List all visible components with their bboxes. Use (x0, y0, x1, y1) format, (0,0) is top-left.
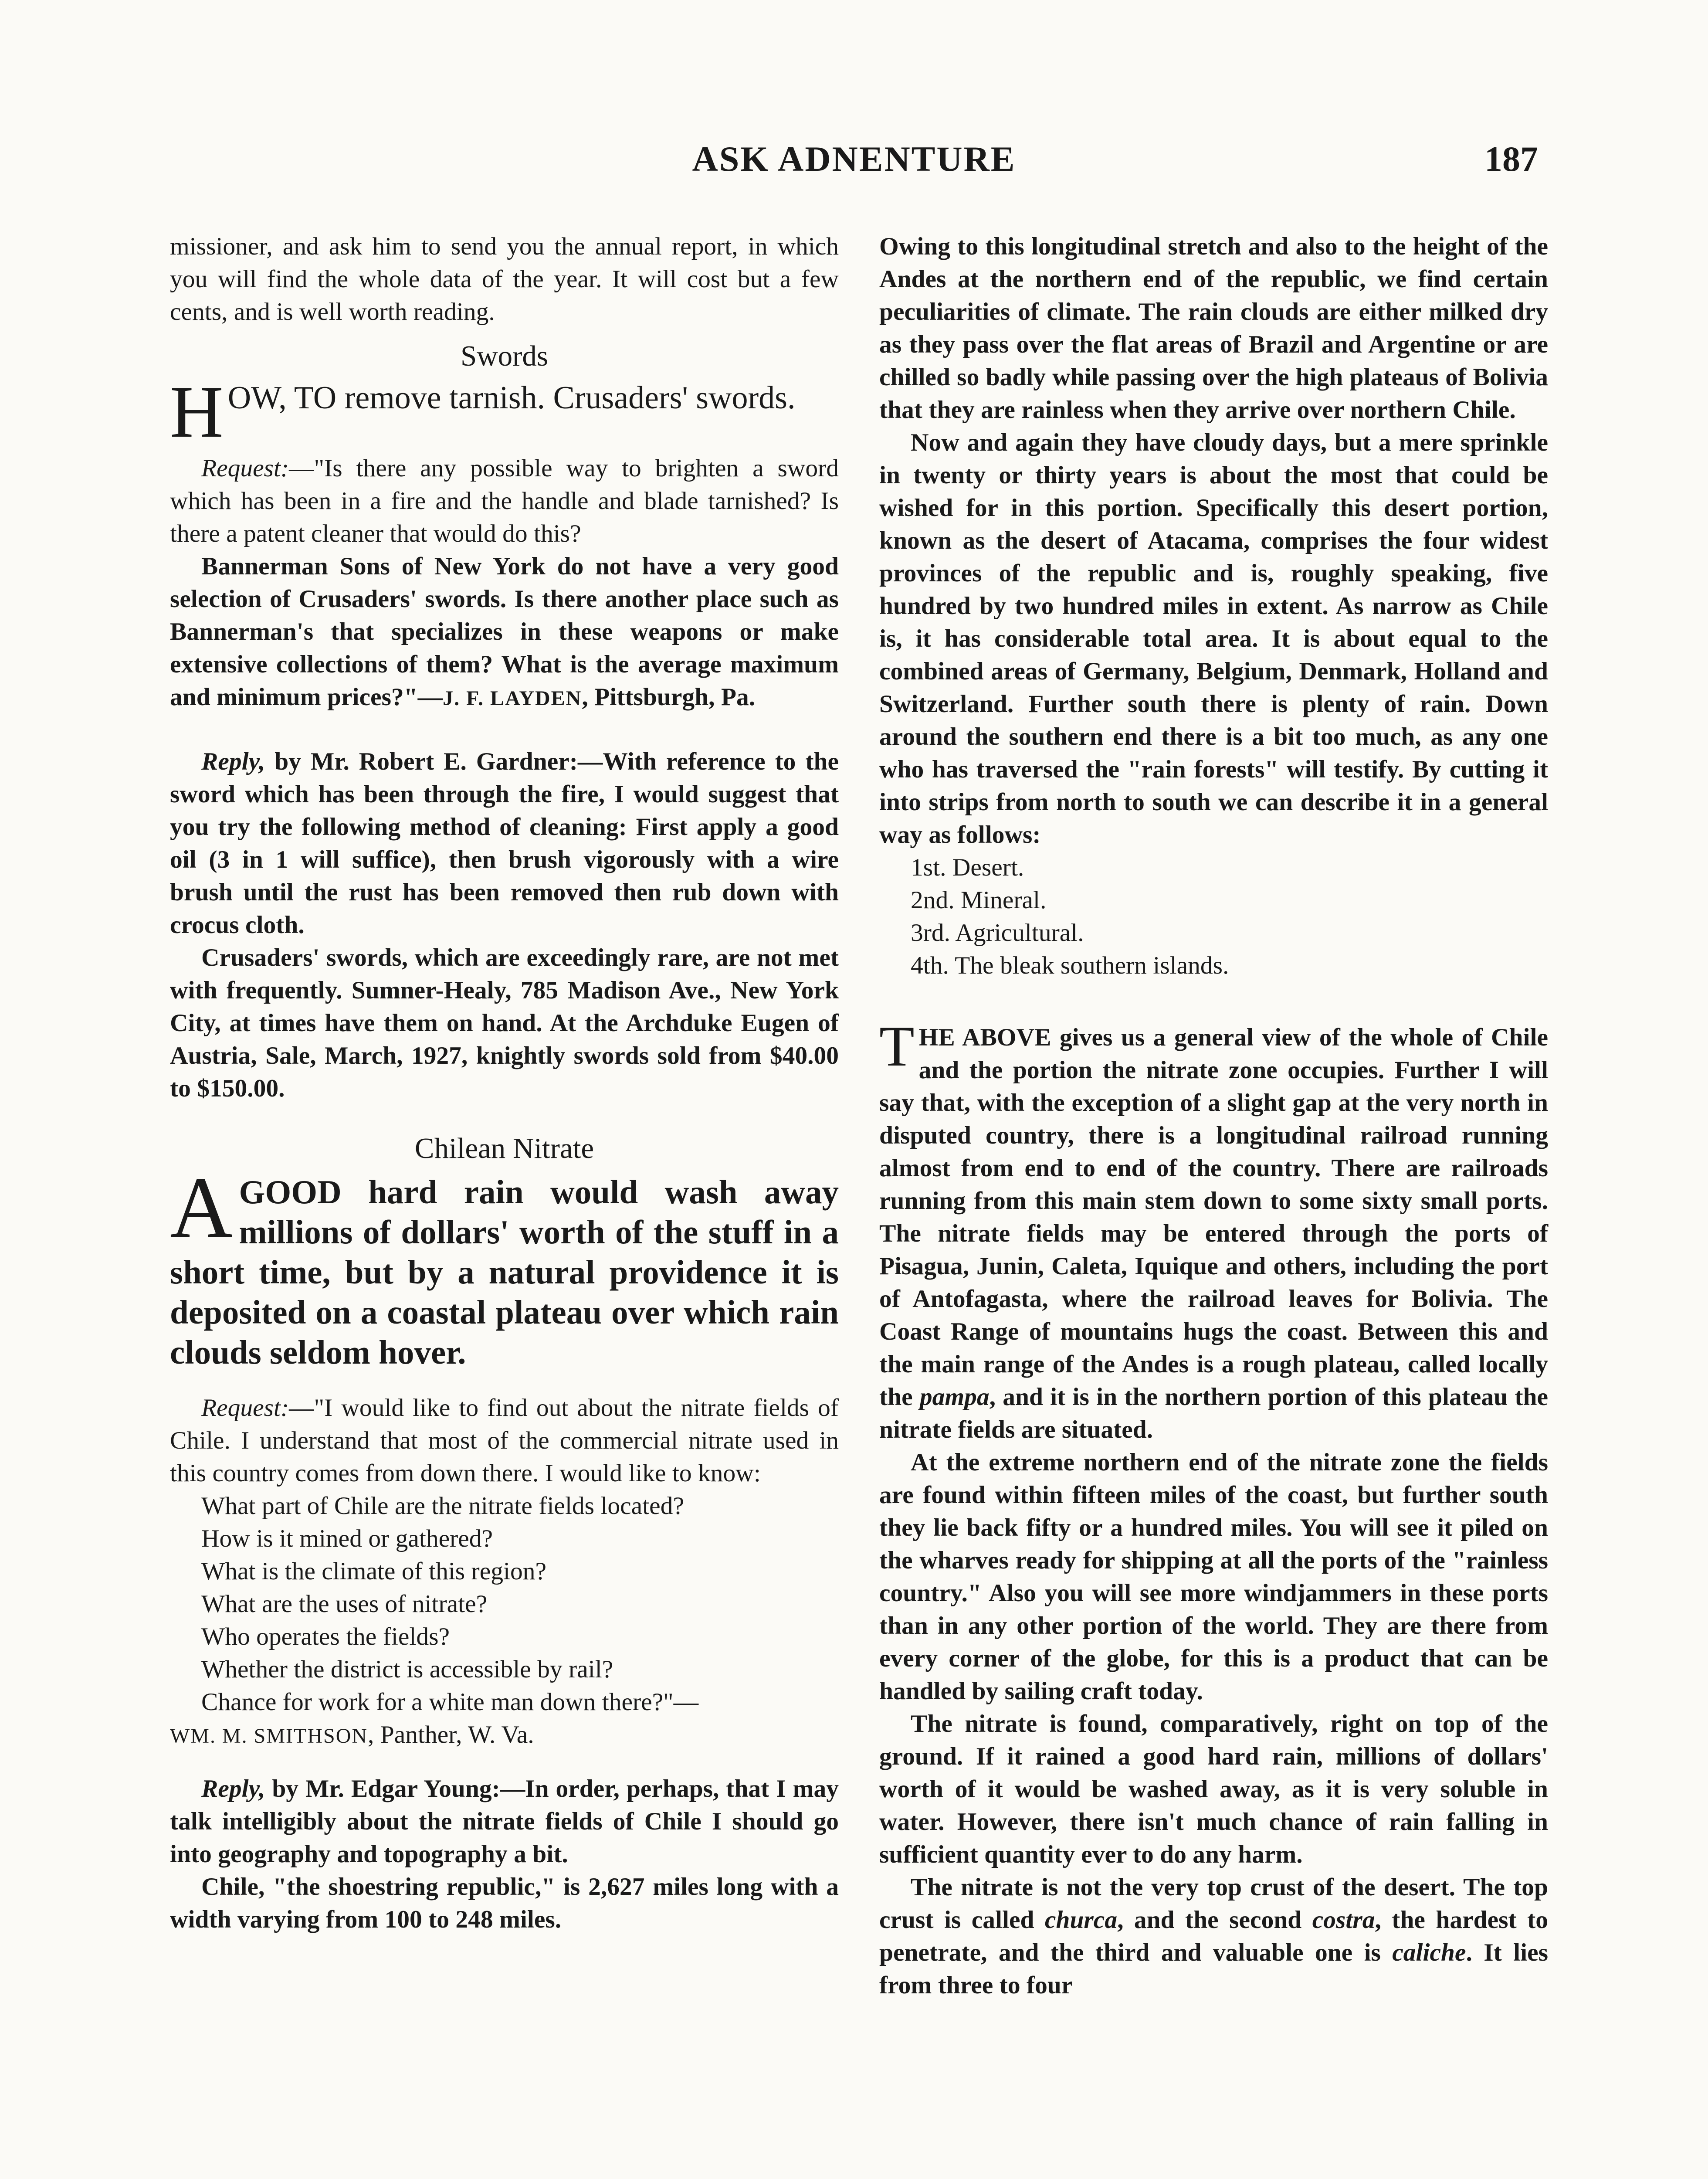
request-text: Bannerman Sons of New York do not have a very good selection of Crusaders' swords. Is there another place such as Bannerman's that specializes in these weapons or make extensive collections of them? What is the average maximum and minimum prices?"— (170, 553, 839, 711)
page-header (170, 139, 1538, 187)
request-label: Request: (201, 1394, 289, 1422)
drop-cap: A (170, 1160, 233, 1256)
question-item: Whether the district is accessible by rail? (201, 1656, 613, 1683)
signature-line (170, 1718, 839, 1752)
italic-term: costra (1312, 1906, 1375, 1934)
paragraph-text: . It lies from three to four (879, 1939, 1548, 1999)
signature: WM. M. SMITHSON (170, 1724, 368, 1748)
drop-cap: T (879, 1014, 915, 1078)
question-item: Who operates the fields? (201, 1623, 450, 1650)
list-item: 4th. The bleak southern islands. (911, 952, 1229, 979)
nitrate-lead-text: GOOD hard rain would wash away millions of dollars' worth of the stuff in a short time, but by a natural providence it is deposited on a coastal plateau over which rain clouds seldom hover. (170, 1173, 839, 1371)
reply-label: Reply, (201, 748, 265, 775)
location: , Pittsburgh, Pa. (582, 683, 756, 711)
request-text: —"Is there any possible way to brighten a sword which has been in a fire and the handle and blade tarnished? Is there a patent cleaner that would do this? (170, 455, 839, 547)
nitrate-request (170, 1392, 839, 1490)
reply-text: by Mr. Edgar Young:—In order, perhaps, that I may talk intelligibly about the nitrate fields of Chile I should go into geography and topography a bit. (170, 1775, 839, 1868)
list-item: 1st. Desert. (911, 854, 1024, 881)
question-item: What is the climate of this region? (201, 1558, 546, 1585)
italic-term: churca (1044, 1906, 1118, 1934)
question-item: How is it mined or gathered? (201, 1525, 493, 1552)
paragraph (879, 1871, 1548, 2002)
question-item: What are the uses of nitrate? (201, 1590, 488, 1618)
paragraph: Owing to this longitudinal stretch and also to the height of the Andes at the northern end of the republic, we find certain peculiarities of climate. The rain clouds are either milked dry as they pass over the flat areas of Brazil and Argentine or are chilled so badly while passing over the high plateaus of Bolivia that they are rainless when they arrive over northern Chile. (879, 233, 1548, 424)
swords-request-cont (170, 550, 839, 715)
paragraph: The nitrate is found, comparatively, right on top of the ground. If it rained a good hard rain, millions of dollars' worth of it would be washed away, as it is very soluble in water. However, there isn't much chance of rain falling in sufficient quantity ever to do any harm. (879, 1710, 1548, 1868)
paragraph: At the extreme northern end of the nitrate zone the fields are found within fifteen miles of the coast, but further south they lie back fifty or a hundred miles. You will see it piled on the wharves ready for shipping at all the ports of the "rainless country." Also you will see more windjammers in these ports than in any other portion of the world. They are there from every corner of the globe, for this is a product that can be handled by sailing craft today. (879, 1449, 1548, 1705)
drop-cap: H (170, 371, 224, 453)
section-title-nitrate: Chilean Nitrate (414, 1132, 594, 1164)
list-item: 2nd. Mineral. (911, 886, 1047, 914)
paragraph-text: , and it is in the northern portion of this plateau the nitrate fields are situated. (879, 1383, 1548, 1443)
paragraph: missioner, and ask him to send you the annual report, in which you will find the whole data of the year. It will cost but a few cents, and is well worth reading. (170, 233, 839, 326)
section-title-swords: Swords (460, 340, 549, 372)
paragraph: Now and again they have cloudy days, but a mere sprinkle in twenty or thirty years is about the most that could be wished for in this portion. Specifically this desert portion, known as the desert of Atacama, comprises the four widest provinces of the republic and is, roughly speaking, five hundred by two hundred miles in extent. As narrow as Chile is, it has considerable total area. It is about equal to the combined areas of Germany, Belgium, Denmark, Holland and Switzerland. Further south there is plenty of rain. Down around the southern end there is a bit too much, as any one who has traversed the "rain forests" will testify. By cutting it into strips from north to south we can describe it in a general way as follows: (879, 429, 1548, 849)
above-paragraph (879, 1014, 1548, 1446)
nitrate-reply-cont: Chile, "the shoestring republic," is 2,627 miles long with a width varying from 100 to 248 miles. (170, 1873, 839, 1933)
list-item: 3rd. Agricultural. (911, 919, 1084, 947)
italic-term: pampa (919, 1383, 990, 1411)
swords-lead (170, 371, 839, 453)
swords-request (170, 452, 839, 550)
caps-lead: HE ABOVE (918, 1024, 1051, 1051)
reply-text: by Mr. Robert E. Gardner:—With reference to the sword which has been through the fire, I would suggest that you try the following method of cleaning: First apply a good oil (3 in 1 will suffice), then brush vigorously with a wire brush until the rust has been removed then rub down with crocus cloth. (170, 748, 839, 939)
spacer (170, 715, 839, 745)
nitrate-lead (170, 1160, 839, 1372)
italic-term: caliche (1392, 1939, 1466, 1966)
nitrate-reply (170, 1772, 839, 1870)
page-number: 187 (1484, 139, 1538, 179)
question-item: Chance for work for a white man down there?"— (201, 1688, 699, 1716)
paragraph-text: , the hardest to penetrate, and the third and valuable one is (879, 1906, 1549, 1966)
request-text: —"I would like to find out about the nitrate fields of Chile. I understand that most of the commercial nitrate used in this country comes from down there. I would like to know: (170, 1394, 839, 1487)
swords-reply-cont: Crusaders' swords, which are exceedingly rare, are not met with frequently. Sumner-Healy, 785 Madison Ave., New York City, at times have them on hand. At the Archduke Eugen of Austria, Sale, March, 1927, knightly swords sold from $40.00 to $150.00. (170, 944, 839, 1102)
signature: J. F. LAYDEN (443, 687, 582, 710)
question-item: What part of Chile are the nitrate fields located? (201, 1492, 684, 1520)
paragraph-text: , and the second (1117, 1906, 1312, 1934)
location: , Panther, W. Va. (368, 1721, 534, 1748)
reply-label: Reply, (201, 1775, 265, 1802)
paragraph-text: gives us a general view of the whole of Chile and the portion the nitrate zone occupies. Further I will say that, with the exception of a slight gap at the very north in disputed country, there is a longitudinal railroad running almost from end to end of the country. There are railroads running from this main stem down to some sixty small ports. The nitrate fields may be entered through the ports of Pisagua, Junin, Caleta, Iquique and others, including the port of Antofagasta, where the railroad leaves for Bolivia. The Coast Range of mountains hugs the coast. Between this and the main range of the Andes is a rough plateau, called locally the (879, 1024, 1548, 1411)
paragraph-text: The nitrate is not the very top crust of the desert. The top crust is called (879, 1874, 1548, 1934)
swords-lead-text: OW, TO remove tarnish. Crusaders' swords. (227, 380, 796, 416)
request-label: Request: (201, 455, 289, 482)
swords-reply (170, 745, 839, 941)
right-column (879, 230, 1548, 2002)
left-column (170, 230, 839, 1936)
running-title: ASK ADNENTURE (692, 139, 1016, 179)
